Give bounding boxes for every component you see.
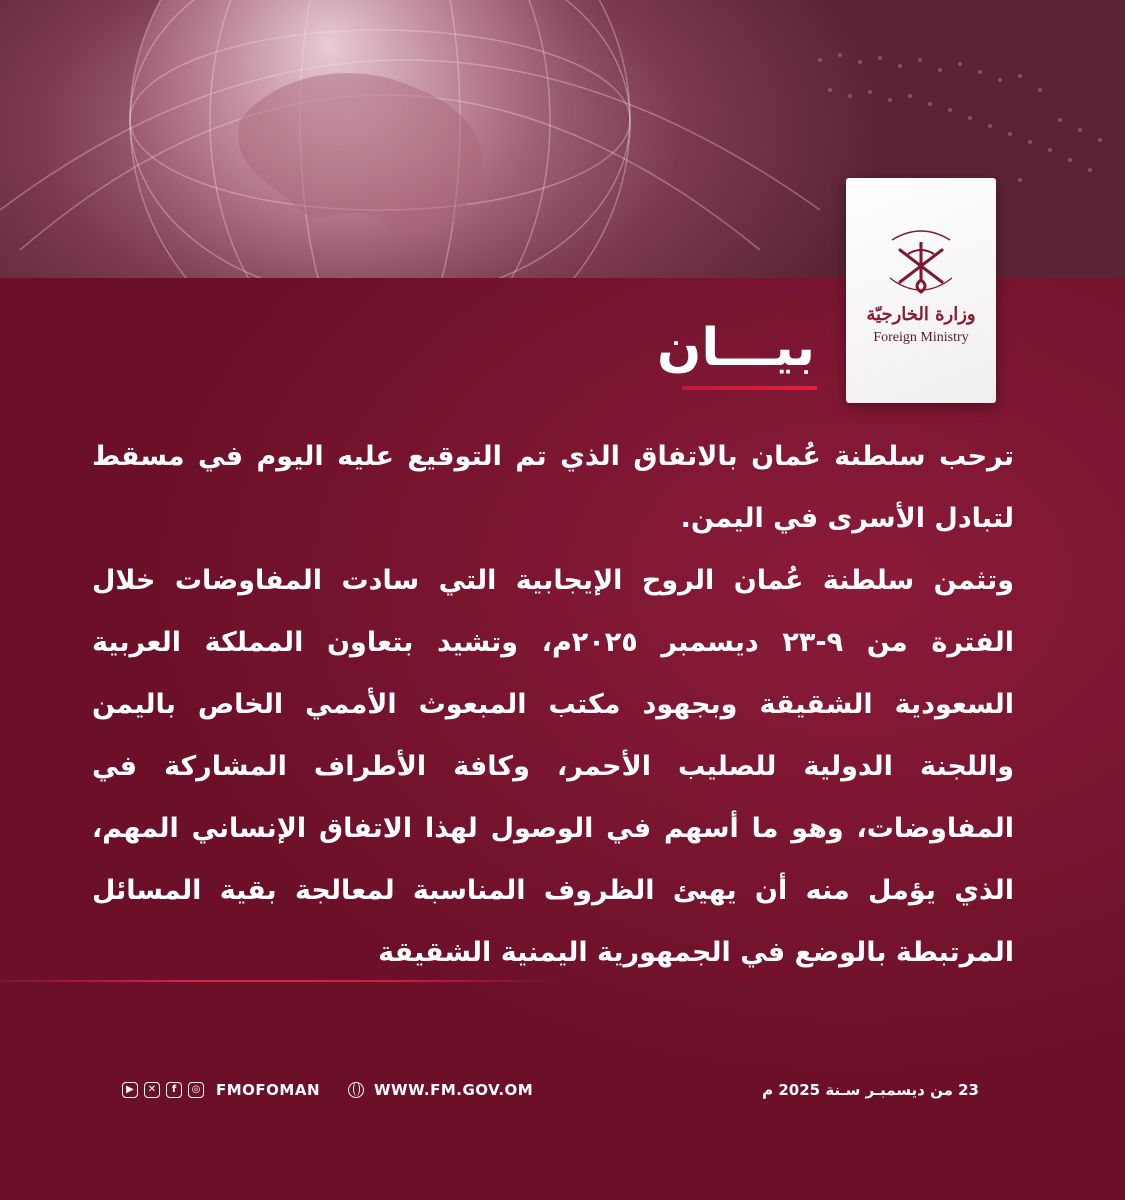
oman-emblem-icon xyxy=(880,220,962,298)
youtube-icon[interactable]: ▶ xyxy=(122,1082,138,1098)
ministry-name-english: Foreign Ministry xyxy=(873,330,969,345)
statement-paragraph-1: ترحب سلطنة عُمان بالاتفاق الذي تم التوقيع عليه اليوم في مسقط لتبادل الأسرى في اليمن. xyxy=(92,441,1014,534)
statement-title: بيـــان xyxy=(657,318,815,378)
title-underline xyxy=(682,386,817,390)
website-link[interactable]: WWW.FM.GOV.OM xyxy=(374,1081,534,1099)
globe-icon xyxy=(348,1082,364,1098)
statement-date: 23 من ديسمبـر سـنة 2025 م xyxy=(762,1081,979,1099)
facebook-icon[interactable]: f xyxy=(166,1082,182,1098)
statement-paragraph-2: وتثمن سلطنة عُمان الروح الإيجابية التي سادت المفاوضات خلال الفترة من ٩-٢٣ ديسمبر ٢٠٢٥م، وتشيد بتعاون المملكة العربية السعودية الشقيقة وبجهود مكتب المبعوث الأممي الخاص باليمن واللجنة الدولية للصليب الأحمر، وكافة الأطراف المشاركة في المفاوضات، وهو ما أسهم في الوصول لهذا الاتفاق الإنساني المهم، الذي يؤمل منه أن يهيئ الظروف المناسبة لمعالجة بقية المسائل المرتبطة بالوضع في الجمهورية اليمنية الشقيقة xyxy=(92,565,1014,968)
ministry-name-arabic: وزارة الخارجيّة xyxy=(866,304,976,325)
ministry-logo-card xyxy=(846,178,996,403)
instagram-icon[interactable]: ◎ xyxy=(188,1082,204,1098)
footer-divider xyxy=(0,980,560,982)
statement-body xyxy=(92,426,1014,984)
footer-contacts xyxy=(122,1078,533,1102)
social-handle[interactable]: FMOFOMAN xyxy=(216,1081,321,1099)
x-icon[interactable]: ✕ xyxy=(144,1082,160,1098)
